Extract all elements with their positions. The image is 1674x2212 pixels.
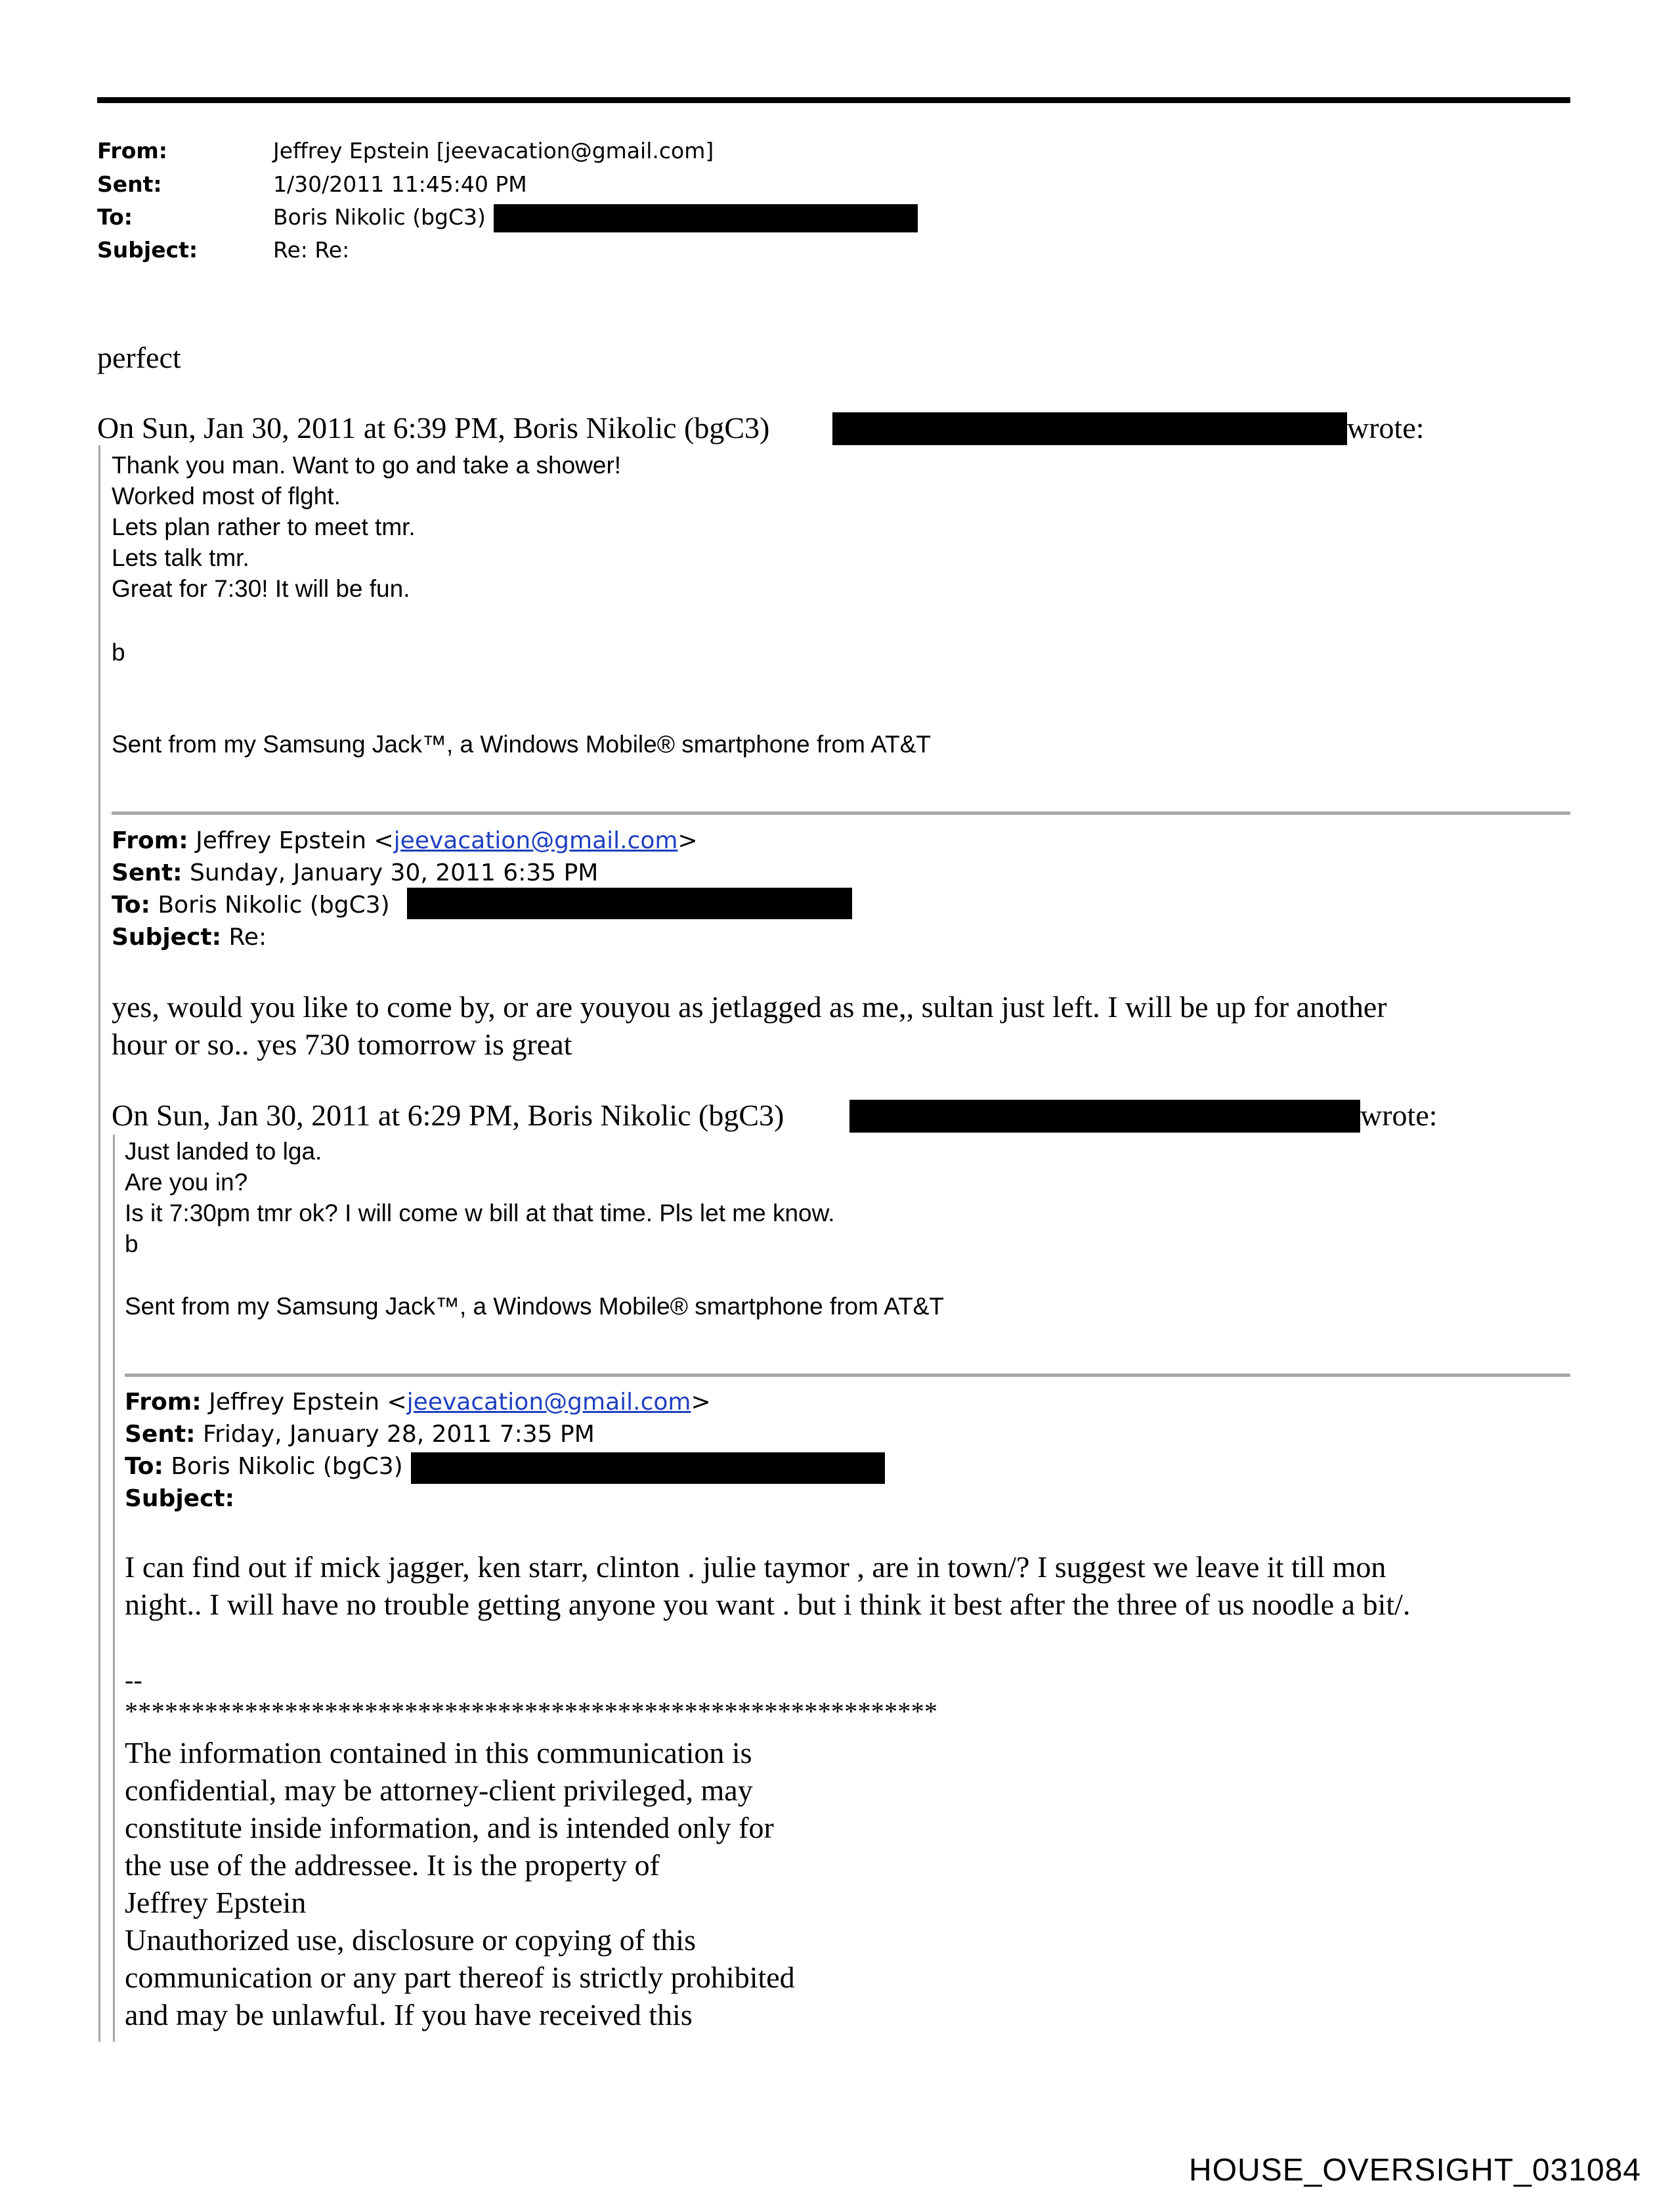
msg3-to-value: Boris Nikolic (bgC3) xyxy=(171,1453,403,1480)
msg2-from-close: > xyxy=(677,827,698,854)
to-value: Boris Nikolic (bgC3) xyxy=(273,204,486,230)
msg3-from-email-link[interactable]: jeevacation@gmail.com xyxy=(406,1389,691,1416)
msg2-sent xyxy=(112,857,598,889)
msg2-to xyxy=(112,889,390,921)
to-label: To: xyxy=(97,204,133,230)
msg2-from-label: From: xyxy=(112,827,188,854)
msg3-to xyxy=(125,1450,403,1483)
quote1-wrote: wrote: xyxy=(1347,411,1425,445)
msg2-subject-label: Subject: xyxy=(112,924,222,951)
msg3-from-name: Jeffrey Epstein < xyxy=(209,1389,407,1416)
disclaimer-line: the use of the addressee. It is the property of xyxy=(125,1848,660,1882)
msg3-body-line: I can find out if mick jagger, ken starr, clinton . julie taymor , are in town/? I suggest we leave it till mon xyxy=(125,1550,1386,1584)
disclaimer-line: communication or any part thereof is strictly prohibited xyxy=(125,1961,795,1994)
disclaimer-line: and may be unlawful. If you have received this xyxy=(125,1998,693,2031)
quote-bar-outer xyxy=(98,445,100,2042)
msg3-from xyxy=(125,1386,711,1418)
msg2-to-value: Boris Nikolic (bgC3) xyxy=(158,892,390,919)
header-top-rule xyxy=(97,97,1570,103)
disclaimer-line: confidential, may be attorney-client privileged, may xyxy=(125,1773,753,1807)
quote1-line: Worked most of flght. xyxy=(112,483,341,510)
subject-label: Subject: xyxy=(97,237,198,263)
redaction-bar xyxy=(849,1100,1360,1133)
redaction-bar xyxy=(411,1452,885,1484)
quote2-line: Is it 7:30pm tmr ok? I will come w bill at that time. Pls let me know. xyxy=(125,1200,835,1226)
sent-value: 1/30/2011 11:45:40 PM xyxy=(273,171,527,197)
msg3-from-label: From: xyxy=(125,1389,202,1416)
msg2-sent-value: Sunday, January 30, 2011 6:35 PM xyxy=(190,859,599,886)
msg2-sent-label: Sent: xyxy=(112,859,182,886)
redaction-bar xyxy=(832,412,1347,445)
quote2-line: Are you in? xyxy=(125,1169,248,1196)
quote2-footer: Sent from my Samsung Jack™, a Windows Mobile® smartphone from AT&T xyxy=(125,1293,944,1320)
msg3-subject-label: Subject: xyxy=(125,1485,235,1512)
quote1-line: Thank you man. Want to go and take a shower! xyxy=(112,452,622,479)
msg3-sent-label: Sent: xyxy=(125,1421,196,1448)
disclaimer-line: constitute inside information, and is intended only for xyxy=(125,1811,774,1844)
msg3-sent xyxy=(125,1418,595,1450)
quote1-sign: b xyxy=(112,639,125,666)
msg3-subject xyxy=(125,1483,234,1515)
msg2-body-line: hour or so.. yes 730 tomorrow is great xyxy=(112,1028,572,1061)
disclaimer-line: Unauthorized use, disclosure or copying of this xyxy=(125,1923,696,1957)
msg3-body-line: night.. I will have no trouble getting anyone you want . but i think it best after the three of us noodle a bit/. xyxy=(125,1588,1411,1621)
sent-label: Sent: xyxy=(97,171,162,197)
from-label: From: xyxy=(97,138,167,163)
msg2-from-name: Jeffrey Epstein < xyxy=(196,827,394,854)
redaction-bar xyxy=(494,204,918,232)
quote2-attribution: On Sun, Jan 30, 2011 at 6:29 PM, Boris Nikolic (bgC3) xyxy=(112,1098,784,1132)
disclaimer-line: Jeffrey Epstein xyxy=(125,1886,307,1919)
msg2-from-email-link[interactable]: jeevacation@gmail.com xyxy=(393,827,678,854)
msg3-from-close: > xyxy=(691,1389,711,1416)
msg3-sent-value: Friday, January 28, 2011 7:35 PM xyxy=(203,1421,595,1448)
quote-bar-inner xyxy=(113,1135,115,2042)
message-separator xyxy=(112,812,1570,815)
from-value: Jeffrey Epstein [jeevacation@gmail.com] xyxy=(273,138,714,163)
quote1-attribution: On Sun, Jan 30, 2011 at 6:39 PM, Boris Nikolic (bgC3) xyxy=(97,411,770,445)
message-separator xyxy=(125,1374,1570,1377)
quote2-line: b xyxy=(125,1230,139,1257)
signature-dashes: -- xyxy=(125,1665,142,1695)
signature-stars: ************************************************************* xyxy=(125,1697,938,1726)
disclaimer-line: The information contained in this communication is xyxy=(125,1736,752,1769)
quote1-footer: Sent from my Samsung Jack™, a Windows Mobile® smartphone from AT&T xyxy=(112,731,931,758)
quote1-line: Lets talk tmr. xyxy=(112,544,249,571)
msg2-subject xyxy=(112,921,267,953)
msg2-body-line: yes, would you like to come by, or are youyou as jetlagged as me,, sultan just left. I will be up for another xyxy=(112,990,1387,1024)
redaction-bar xyxy=(407,888,852,919)
quote1-line: Lets plan rather to meet tmr. xyxy=(112,513,416,540)
subject-value: Re: Re: xyxy=(273,237,350,263)
quote1-line: Great for 7:30! It will be fun. xyxy=(112,575,410,602)
msg2-subject-value: Re: xyxy=(228,924,267,951)
quote2-wrote: wrote: xyxy=(1360,1098,1438,1132)
reply-body: perfect xyxy=(97,341,181,374)
msg2-to-label: To: xyxy=(112,892,150,919)
quote2-line: Just landed to lga. xyxy=(125,1138,322,1165)
msg3-to-label: To: xyxy=(125,1453,163,1480)
bates-number: HOUSE_OVERSIGHT_031084 xyxy=(1189,2153,1641,2188)
msg2-from xyxy=(112,825,698,857)
